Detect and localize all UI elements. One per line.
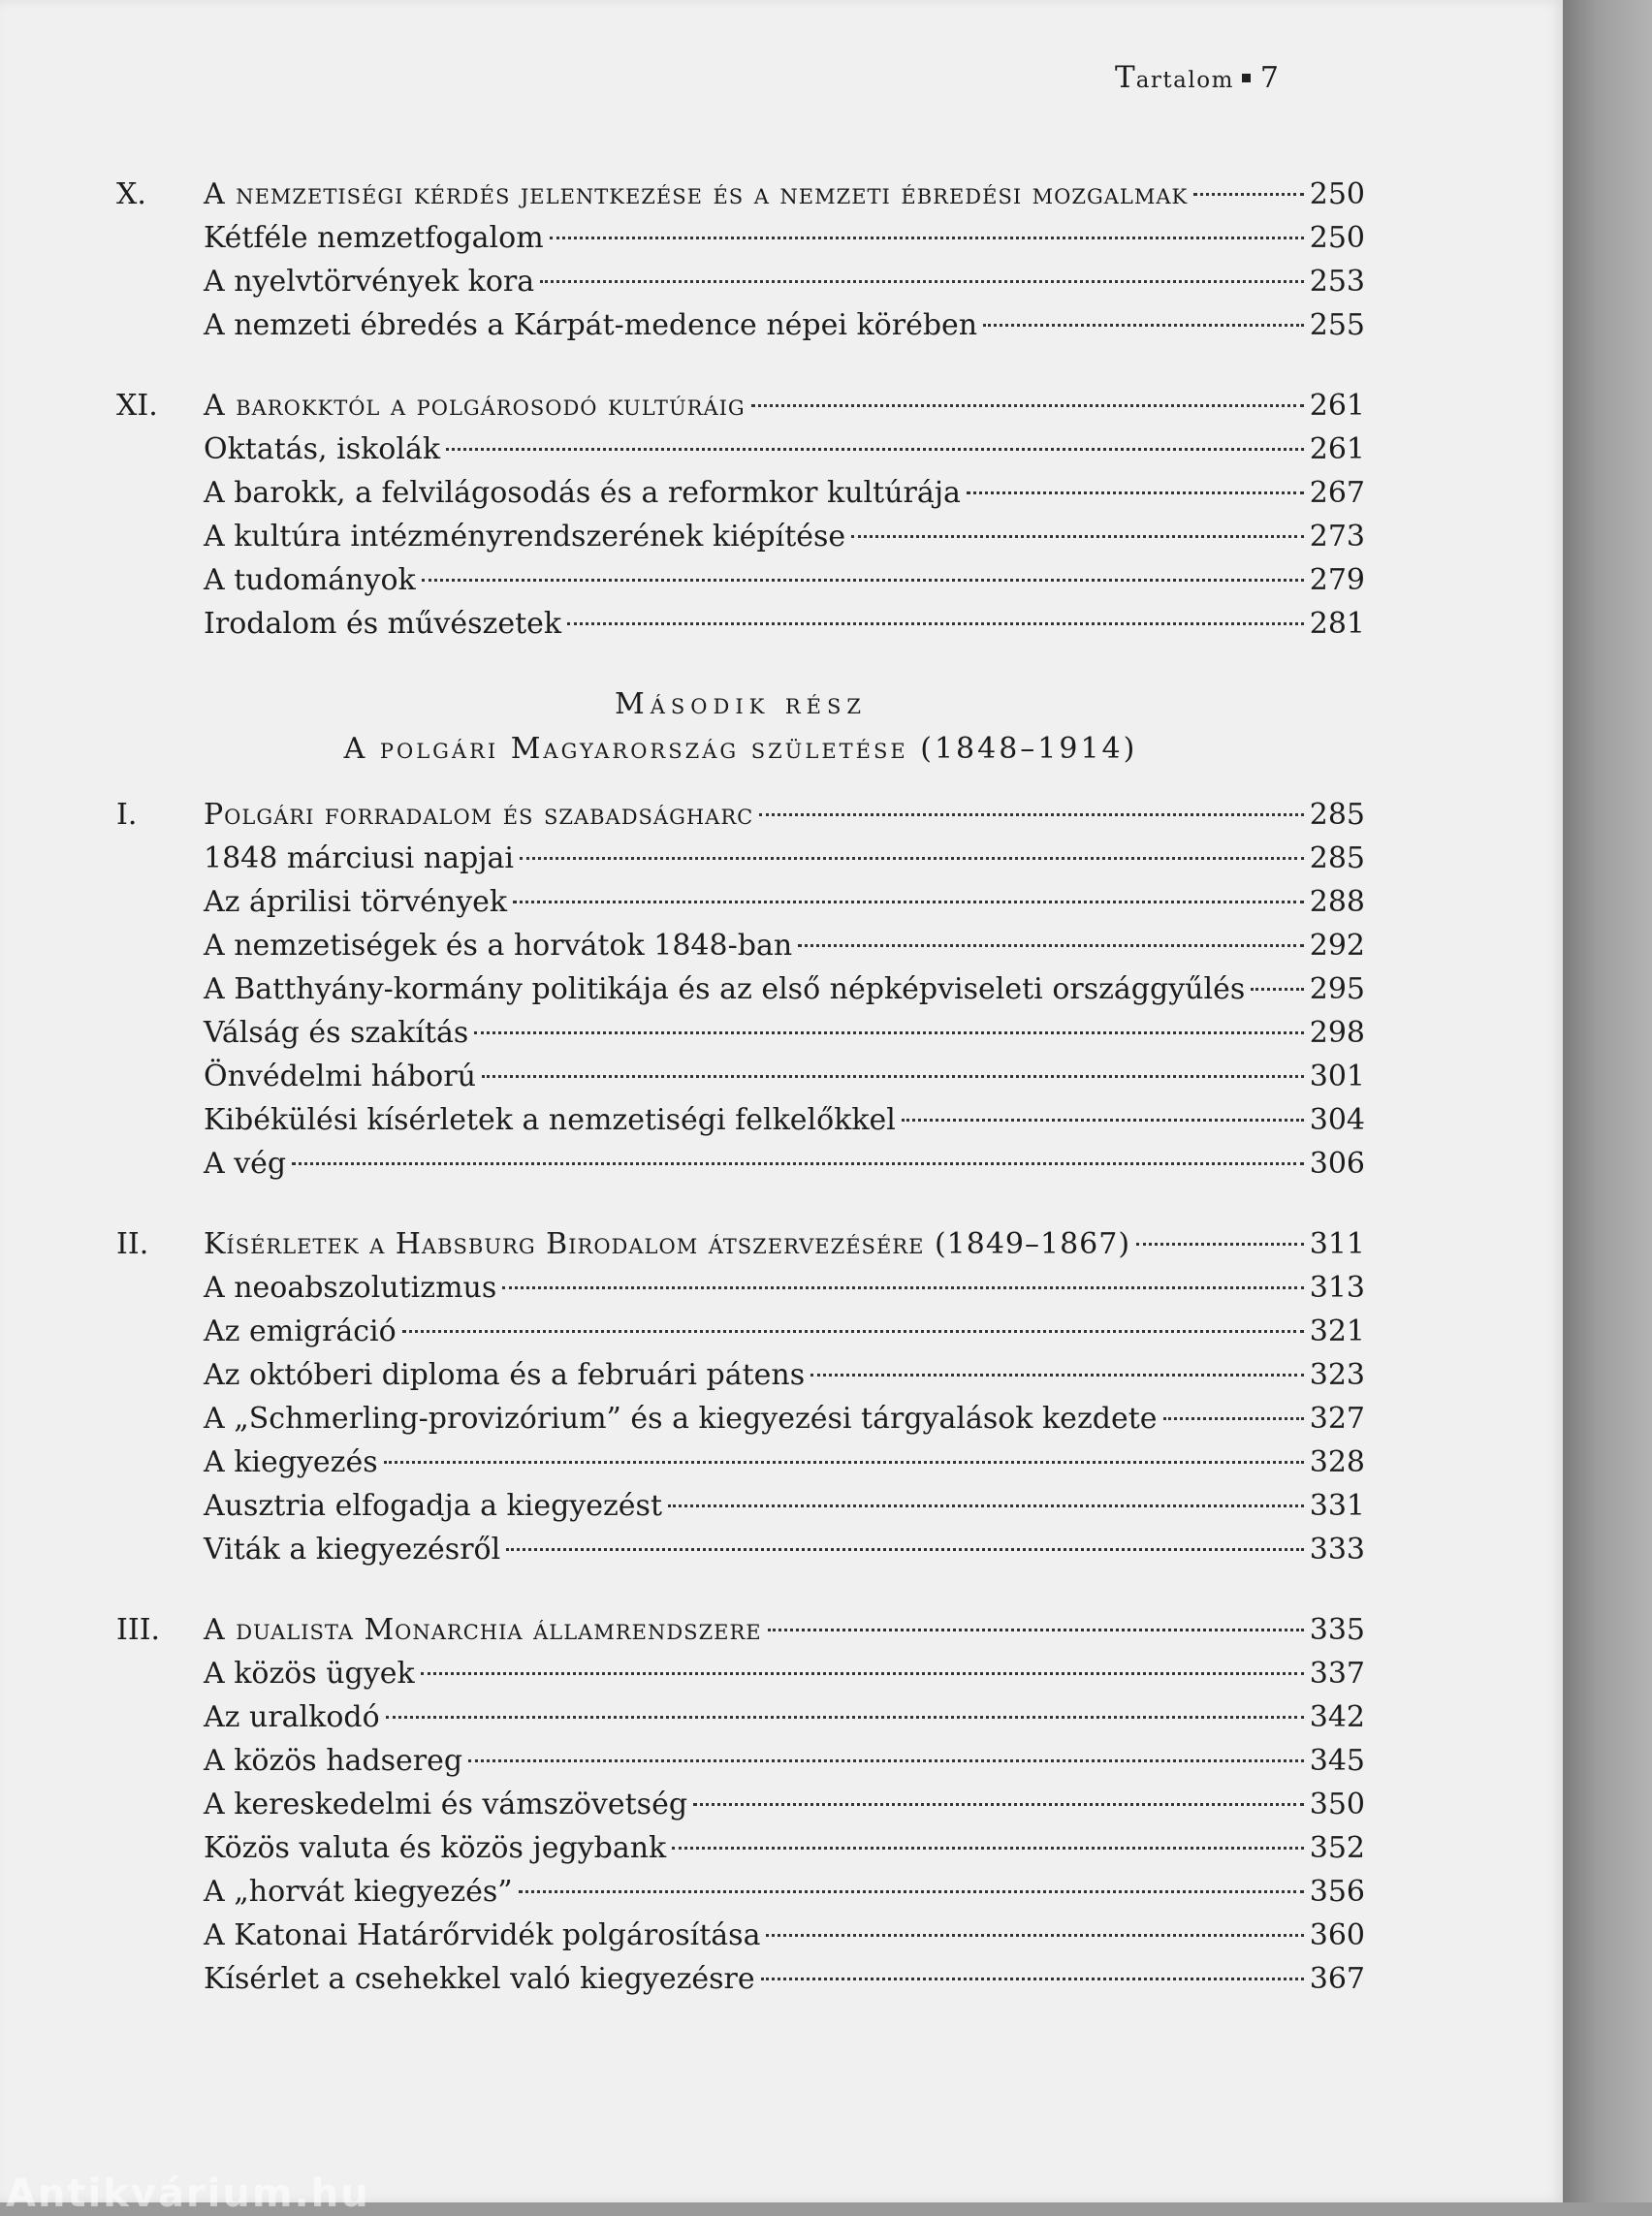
toc-entry-row [116,1353,1365,1397]
page-number: 313 [1309,1271,1365,1305]
page-number: 342 [1309,1700,1365,1734]
leader-dots [567,622,1304,625]
page-number: 285 [1309,841,1365,875]
entry-title: A neoabszolutizmus [204,1271,497,1305]
chapter-number: III. [116,1613,161,1647]
page-number: 250 [1309,221,1365,255]
entry-title: 1848 márciusi napjai [204,841,514,875]
header-page-number: 7 [1259,61,1280,95]
leader-dots [1251,988,1304,991]
toc-entry-row [116,1870,1365,1914]
entry-title: A közös hadsereg [204,1744,463,1778]
page-number: 301 [1309,1060,1365,1093]
entry-title: A Batthyány-kormány politikája és az első népképviseleti országgyűlés [204,972,1246,1006]
page-number: 337 [1309,1657,1365,1691]
leader-dots [1136,1243,1304,1246]
toc-chapter-row [116,1608,1365,1652]
entry-title: A barokk, a felvilágosodás és a reformkor kultúrája [204,476,961,510]
leader-dots [474,1031,1303,1034]
toc-entry-row [116,1310,1365,1353]
chapter-number: X. [116,177,146,211]
page-number: 298 [1309,1016,1365,1050]
entry-title: Az októberi diploma és a februári pátens [204,1358,806,1392]
leader-dots [902,1119,1304,1122]
leader-dots [502,1286,1304,1289]
toc-chapter [116,1608,1365,2001]
entry-title: Az uralkodó [204,1700,380,1734]
entry-title: A „horvát kiegyezés” [204,1875,513,1909]
entry-title: Közös valuta és közös jegybank [204,1831,667,1865]
leader-dots [768,1629,1304,1631]
page-number: 288 [1309,885,1365,919]
toc-chapter-row [116,1222,1365,1266]
toc-entry-row [116,427,1365,471]
part-title: A polgári Magyarország születése (1848–1914) [343,732,1138,766]
chapter-title: A nemzetiségi kérdés jelentkezése és a nemzeti ébredési mozgalmak [204,177,1189,211]
leader-dots [967,491,1304,494]
page-number: 250 [1309,177,1365,211]
page-number: 279 [1309,563,1365,597]
page-number: 333 [1309,1533,1365,1567]
leader-dots [446,448,1304,451]
toc-entry-row [116,1652,1365,1695]
page-number: 285 [1309,798,1365,832]
toc-entry-row [116,602,1365,646]
entry-title: Irodalom és művészetek [204,607,562,641]
toc-entry-row [116,558,1365,602]
leader-dots [798,944,1304,947]
leader-dots [422,579,1304,582]
page-number: 253 [1309,265,1365,299]
page-edge-shadow [1563,0,1652,2202]
leader-dots [672,1847,1304,1850]
toc-entry-row [116,837,1365,880]
toc-chapter [116,384,1365,646]
toc-chapter-row [116,173,1365,216]
entry-title: Az áprilisi törvények [204,885,508,919]
page-number: 295 [1309,972,1365,1006]
toc-entry-row [116,1783,1365,1826]
leader-dots [386,1716,1304,1719]
leader-dots [482,1075,1304,1078]
leader-dots [693,1803,1304,1806]
chapter-title: A dualista Monarchia államrendszere [204,1613,762,1647]
toc-entry-row [116,967,1365,1011]
page-number: 367 [1309,1962,1365,1996]
chapter-number: I. [116,798,138,832]
toc-entry-row [116,1142,1365,1186]
toc-entry-row [116,1266,1365,1310]
entry-title: Ausztria elfogadja a kiegyezést [204,1489,662,1523]
entry-title: Kétféle nemzetfogalom [204,221,544,255]
toc-entry-row [116,303,1365,347]
page-number: 311 [1309,1227,1365,1261]
entry-title: Önvédelmi háború [204,1060,476,1093]
table-of-contents [116,173,1365,2038]
header-title-rest: artalom [1135,68,1234,93]
leader-dots [761,1978,1304,1980]
chapter-number: XI. [116,389,158,423]
chapter-title: A barokktól a polgárosodó kultúráig [204,389,746,423]
toc-chapter [116,173,1365,347]
page-number: 335 [1309,1613,1365,1647]
toc-entry-row [116,1484,1365,1528]
toc-entry-row [116,1011,1365,1055]
page-number: 261 [1309,389,1365,423]
entry-title: Kibékülési kísérletek a nemzetiségi felkelőkkel [204,1103,896,1137]
page-number: 328 [1309,1445,1365,1479]
entry-title: A kultúra intézményrendszerének kiépítése [204,520,846,554]
toc-chapter [116,793,1365,1186]
toc-chapter-row [116,793,1365,837]
leader-dots [766,1934,1303,1937]
entry-title: Válság és szakítás [204,1016,469,1050]
header-separator-square [1242,74,1251,82]
entry-title: A nemzeti ébredés a Kárpát-medence népei körében [204,308,978,342]
page-number: 304 [1309,1103,1365,1137]
page-number: 261 [1309,432,1365,466]
page-number: 350 [1309,1788,1365,1821]
entry-title: A „Schmerling-provizórium” és a kiegyezési tárgyalások kezdete [204,1402,1158,1436]
toc-entry-row [116,1739,1365,1783]
entry-title: A kereskedelmi és vámszövetség [204,1788,688,1821]
toc-entry-row [116,880,1365,924]
page-number: 321 [1309,1314,1365,1348]
entry-title: Viták a kiegyezésről [204,1533,501,1567]
leader-dots [810,1374,1304,1377]
leader-dots [1163,1417,1304,1420]
toc-entry-row [116,471,1365,515]
leader-dots [851,535,1304,538]
leader-dots [421,1672,1304,1675]
part-heading [116,682,1365,772]
page-number: 331 [1309,1489,1365,1523]
page-number: 267 [1309,476,1365,510]
watermark: Antikvárium.hu [6,2171,370,2216]
chapters-before-part [116,173,1365,646]
page-number: 327 [1309,1402,1365,1436]
toc-entry-row [116,1695,1365,1739]
entry-title: A nemzetiségek és a horvátok 1848-ban [204,929,793,963]
page-number: 306 [1309,1147,1365,1181]
entry-title: A vég [204,1147,287,1181]
leader-dots [384,1461,1304,1464]
page-number: 273 [1309,520,1365,554]
leader-dots [759,813,1304,816]
toc-chapter-row [116,384,1365,427]
toc-entry-row [116,1055,1365,1098]
page-number: 345 [1309,1744,1365,1778]
toc-entry-row [116,260,1365,303]
toc-entry-row [116,216,1365,260]
leader-dots [506,1548,1304,1551]
page-number: 292 [1309,929,1365,963]
entry-title: A Katonai Határőrvidék polgárosítása [204,1918,761,1952]
toc-entry-row [116,1440,1365,1484]
toc-entry-row [116,515,1365,558]
toc-entry-row [116,1528,1365,1571]
toc-entry-row [116,1914,1365,1957]
page-number: 356 [1309,1875,1365,1909]
page-number: 352 [1309,1831,1365,1865]
entry-title: Oktatás, iskolák [204,432,441,466]
leader-dots [513,901,1304,903]
toc-entry-row [116,1397,1365,1440]
header-title-initial: T [1115,60,1136,95]
page-number: 323 [1309,1358,1365,1392]
entry-title: A tudományok [204,563,416,597]
leader-dots [540,280,1304,283]
leader-dots [550,237,1304,239]
leader-dots [668,1504,1304,1507]
toc-entry-row [116,1957,1365,2001]
chapter-title: Polgári forradalom és szabadságharc [204,798,754,832]
entry-title: A kiegyezés [204,1445,378,1479]
leader-dots [1193,193,1304,196]
toc-entry-row [116,1098,1365,1142]
entry-title: Kísérlet a csehekkel való kiegyezésre [204,1962,755,1996]
toc-entry-row [116,1826,1365,1870]
entry-title: A közös ügyek [204,1657,415,1691]
leader-dots [468,1759,1304,1762]
entry-title: Az emigráció [204,1314,397,1348]
leader-dots [402,1330,1304,1333]
page-number: 255 [1309,308,1365,342]
leader-dots [519,1890,1304,1893]
chapters-after-part [116,793,1365,2001]
chapter-number: II. [116,1227,149,1261]
toc-entry-row [116,924,1365,967]
leader-dots [520,857,1304,860]
toc-chapter [116,1222,1365,1571]
leader-dots [751,404,1304,407]
chapter-title: Kísérletek a Habsburg Birodalom átszervezésére (1849–1867) [204,1227,1131,1261]
page-number: 281 [1309,607,1365,641]
entry-title: A nyelvtörvények kora [204,265,535,299]
page-number: 360 [1309,1918,1365,1952]
part-label: Második rész [615,687,867,721]
leader-dots [983,324,1304,327]
running-header [1115,60,1280,95]
leader-dots [292,1162,1304,1165]
